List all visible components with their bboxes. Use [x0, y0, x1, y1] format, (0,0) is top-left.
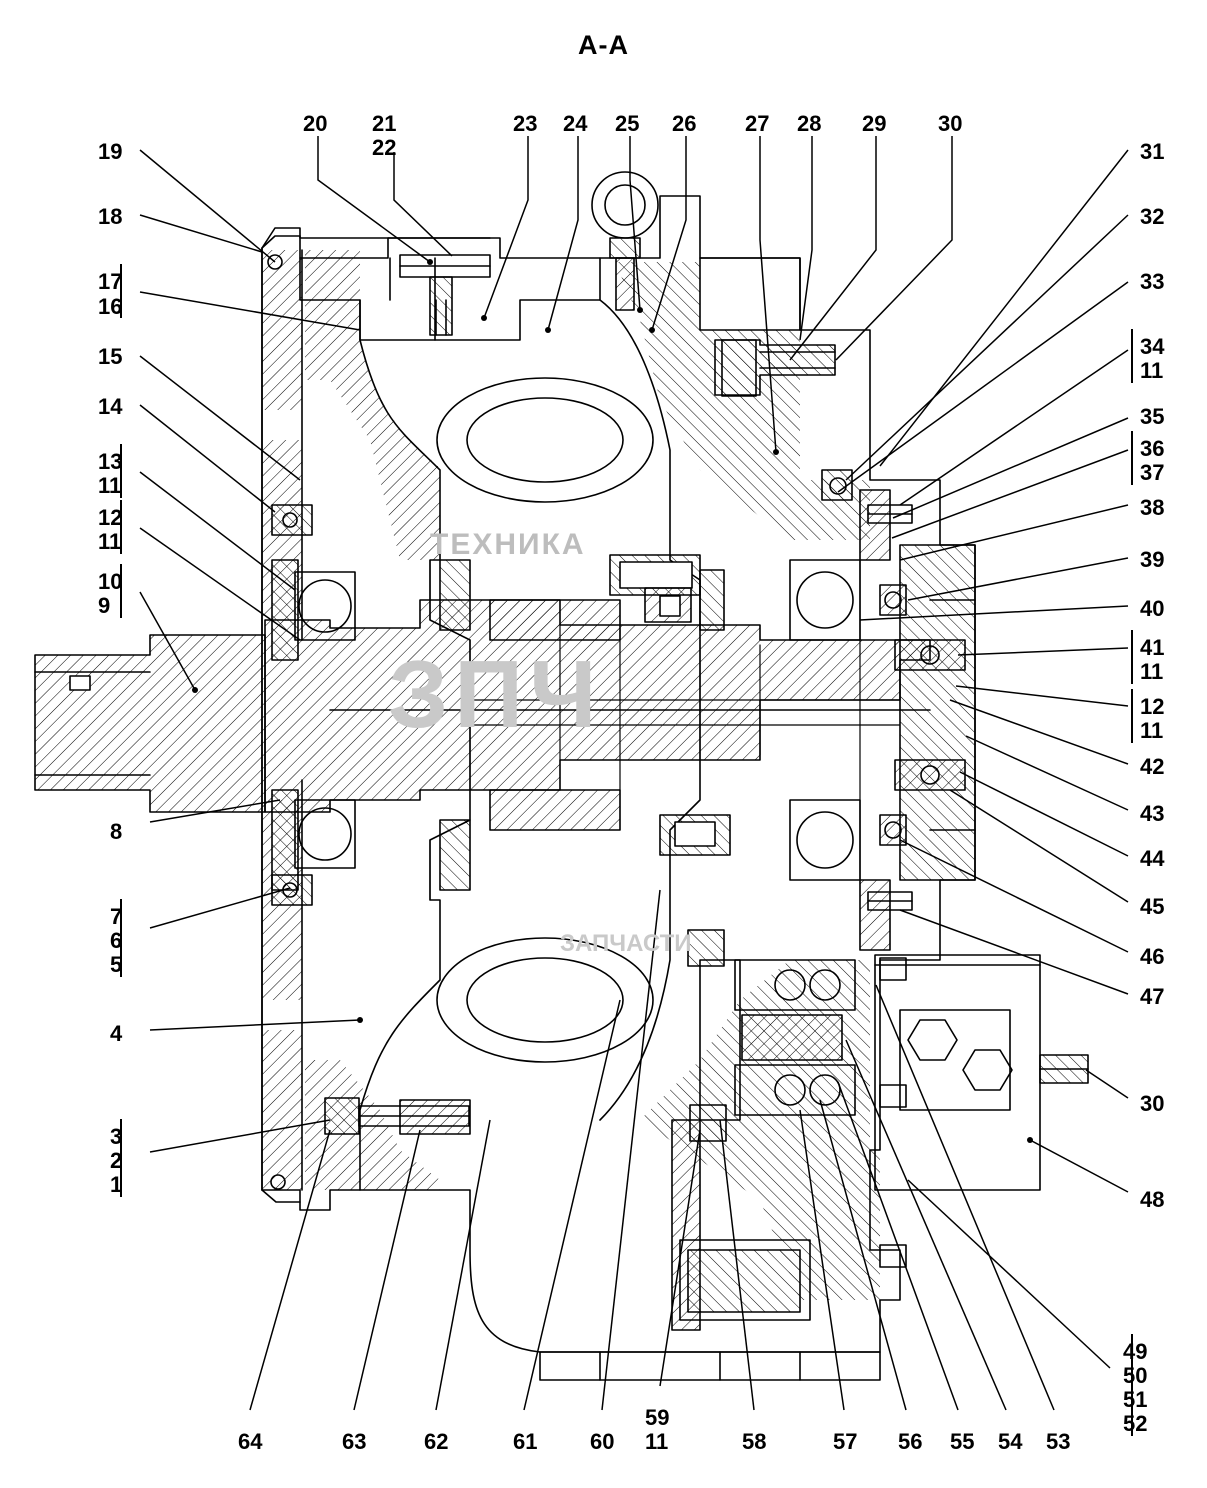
callout-number-53-bottom-12: 53 — [1046, 1429, 1071, 1454]
callout-number-12-left-8: 12 — [98, 505, 123, 530]
callout-number-15-left-4: 15 — [98, 344, 123, 369]
callout-number-8-left-12: 8 — [110, 819, 123, 844]
callout-number-52-right-26: 52 — [1123, 1411, 1148, 1436]
callout-number-55-bottom-10: 55 — [950, 1429, 975, 1454]
callout-number-11-left-7: 11 — [98, 473, 122, 498]
callout-number-26-top-6: 26 — [672, 111, 697, 136]
callout-bracket-right-4 — [1131, 1334, 1133, 1436]
callout-number-11-right-12: 11 — [1140, 659, 1164, 684]
watermark-line2: ЗПЧ — [388, 641, 603, 748]
callout-bracket-left-5 — [120, 1119, 122, 1197]
callout-bracket-right-0 — [1131, 329, 1133, 383]
callout-number-4-left-16: 4 — [110, 1021, 123, 1046]
callout-number-11-right-4: 11 — [1140, 358, 1164, 383]
watermark-line1: ТЕХНИКА — [430, 528, 586, 561]
callout-number-58-bottom-7: 58 — [742, 1429, 767, 1454]
callout-number-16-left-3: 16 — [98, 294, 123, 319]
callout-number-62-bottom-2: 62 — [424, 1429, 449, 1454]
callout-number-59-bottom-5: 59 — [645, 1405, 670, 1430]
callout-number-5-left-15: 5 — [110, 952, 123, 977]
callout-number-9-left-11: 9 — [98, 593, 111, 618]
callout-number-11-right-14: 11 — [1140, 718, 1164, 743]
callout-number-63-bottom-1: 63 — [342, 1429, 367, 1454]
callout-bracket-left-1 — [120, 444, 122, 498]
callout-number-25-top-5: 25 — [615, 111, 640, 136]
callout-number-21-top-1: 21 — [372, 111, 397, 136]
callout-number-47-right-20: 47 — [1140, 984, 1165, 1009]
callout-number-39-right-9: 39 — [1140, 547, 1165, 572]
callout-number-35-right-5: 35 — [1140, 404, 1165, 429]
callout-number-14-left-5: 14 — [98, 394, 123, 419]
callout-bracket-left-4 — [120, 899, 122, 977]
callout-number-18-left-1: 18 — [98, 204, 123, 229]
section-title: А-А — [578, 30, 629, 60]
callout-number-10-left-10: 10 — [98, 569, 123, 594]
callout-number-36-right-6: 36 — [1140, 436, 1165, 461]
callout-number-46-right-19: 46 — [1140, 944, 1165, 969]
callout-number-31-right-0: 31 — [1140, 139, 1165, 164]
callout-number-56-bottom-9: 56 — [898, 1429, 923, 1454]
callout-bracket-left-0 — [120, 264, 122, 318]
callout-number-38-right-8: 38 — [1140, 495, 1165, 520]
callout-number-33-right-2: 33 — [1140, 269, 1165, 294]
callout-number-43-right-16: 43 — [1140, 801, 1165, 826]
callout-number-54-bottom-11: 54 — [998, 1429, 1023, 1454]
callout-number-24-top-4: 24 — [563, 111, 588, 136]
callout-number-57-bottom-8: 57 — [833, 1429, 858, 1454]
callout-number-30-right-21: 30 — [1140, 1091, 1165, 1116]
callout-number-42-right-15: 42 — [1140, 754, 1165, 779]
callout-number-27-top-7: 27 — [745, 111, 770, 136]
callout-number-44-right-17: 44 — [1140, 846, 1165, 871]
callout-number-11-left-9: 11 — [98, 529, 122, 554]
callout-number-12-right-13: 12 — [1140, 694, 1165, 719]
callout-number-64-bottom-0: 64 — [238, 1429, 263, 1454]
callout-number-19-left-0: 19 — [98, 139, 123, 164]
callout-number-40-right-10: 40 — [1140, 596, 1165, 621]
callout-number-7-left-13: 7 — [110, 904, 123, 929]
callout-number-20-top-0: 20 — [303, 111, 328, 136]
callout-number-41-right-11: 41 — [1140, 635, 1165, 660]
callout-number-1-left-19: 1 — [110, 1172, 123, 1197]
callout-number-13-left-6: 13 — [98, 449, 123, 474]
callout-number-34-right-3: 34 — [1140, 334, 1165, 359]
callout-number-61-bottom-3: 61 — [513, 1429, 538, 1454]
callout-number-60-bottom-4: 60 — [590, 1429, 615, 1454]
callout-number-30-top-10: 30 — [938, 111, 963, 136]
callout-number-28-top-8: 28 — [797, 111, 822, 136]
callout-number-23-top-3: 23 — [513, 111, 538, 136]
callout-number-45-right-18: 45 — [1140, 894, 1165, 919]
callout-number-2-left-18: 2 — [110, 1148, 123, 1173]
callout-number-6-left-14: 6 — [110, 928, 123, 953]
callout-number-37-right-7: 37 — [1140, 460, 1165, 485]
callout-number-22-top-2: 22 — [372, 135, 397, 160]
callout-bracket-right-1 — [1131, 431, 1133, 485]
callout-bracket-left-3 — [120, 564, 122, 618]
callout-bracket-right-2 — [1131, 630, 1133, 684]
callout-number-11-bottom-6: 11 — [645, 1429, 669, 1454]
callout-number-32-right-1: 32 — [1140, 204, 1165, 229]
callout-number-50-right-24: 50 — [1123, 1363, 1148, 1388]
callout-bracket-right-3 — [1131, 689, 1133, 743]
callout-number-17-left-2: 17 — [98, 269, 123, 294]
callout-number-48-right-22: 48 — [1140, 1187, 1165, 1212]
callout-number-51-right-25: 51 — [1123, 1387, 1148, 1412]
watermark-line3: ЗАПЧАСТИ — [560, 930, 692, 957]
callout-number-29-top-9: 29 — [862, 111, 887, 136]
callout-number-3-left-17: 3 — [110, 1124, 123, 1149]
callout-number-49-right-23: 49 — [1123, 1339, 1148, 1364]
callout-bracket-left-2 — [120, 500, 122, 554]
